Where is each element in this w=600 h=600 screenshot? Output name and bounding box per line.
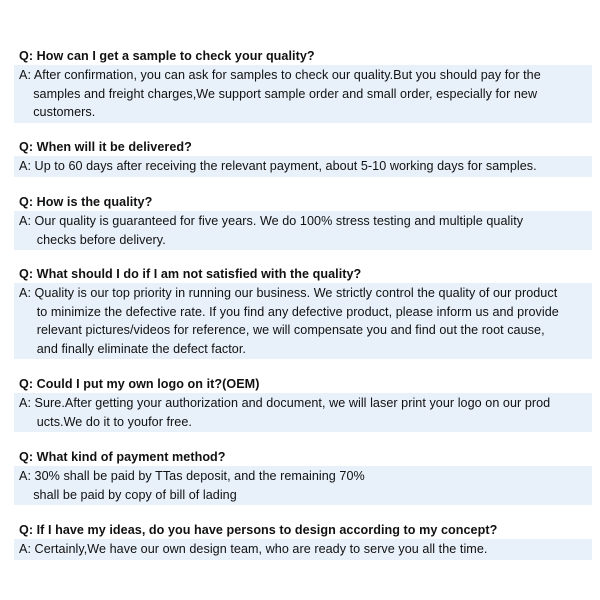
faq-answer (14, 466, 592, 505)
faq-answer-line: checks before delivery. (19, 232, 166, 247)
faq-item-delivery (14, 138, 592, 177)
faq-answer-line: shall be paid by copy of bill of lading (19, 487, 237, 502)
faq-answer (14, 65, 592, 123)
faq-answer-line: A: Sure.After getting your authorization and document, we will laser print your logo on our prod (19, 396, 551, 410)
faq-item-payment (14, 448, 592, 505)
faq-answer-line: A: Our quality is guaranteed for five years. We do 100% stress testing and multiple quality (19, 214, 524, 228)
faq-answer-line: A: Quality is our top priority in running our business. We strictly control the quality of our product (19, 286, 558, 300)
faq-item-oem (14, 375, 592, 432)
faq-answer-line: A: After confirmation, you can ask for samples to check our quality.But you should pay for the (19, 68, 541, 82)
faq-answer-line: ucts.We do it to youfor free. (19, 414, 192, 429)
faq-item-design (14, 521, 592, 560)
faq-answer (14, 539, 592, 560)
faq-question: Q: When will it be delivered? (19, 140, 192, 154)
faq-question: Q: What should I do if I am not satisfied with the quality? (19, 267, 362, 281)
faq-answer-line: relevant pictures/videos for reference, we will compensate you and find out the root cause, (19, 323, 545, 337)
faq-answer-line: and finally eliminate the defect factor. (19, 341, 246, 356)
faq-question: Q: What kind of payment method? (19, 450, 226, 464)
faq-item-quality (14, 193, 592, 250)
faq-answer-line: A: 30% shall be paid by TTas deposit, and the remaining 70% (19, 469, 365, 483)
faq-question: Q: How can I get a sample to check your quality? (19, 49, 315, 63)
faq-answer-line: A: Up to 60 days after receiving the relevant payment, about 5-10 working days for samples. (19, 159, 537, 173)
faq-answer-line: A: Certainly,We have our own design team, who are ready to serve you all the time. (19, 542, 488, 556)
faq-answer (14, 393, 592, 432)
faq-answer (14, 156, 592, 177)
faq-answer-line: to minimize the defective rate. If you find any defective product, please inform us and provide (19, 304, 559, 319)
faq-answer (14, 283, 592, 359)
faq-question: Q: If I have my ideas, do you have persons to design according to my concept? (19, 523, 498, 537)
faq-question: Q: Could I put my own logo on it?(OEM) (19, 377, 260, 391)
faq-answer (14, 211, 592, 250)
faq-item-sample (14, 47, 592, 123)
faq-answer-line: customers. (19, 105, 96, 119)
faq-item-not-satisfied (14, 265, 592, 359)
faq-answer-line: samples and freight charges,We support sample order and small order, especially for new (19, 86, 538, 101)
faq-question: Q: How is the quality? (19, 195, 153, 209)
